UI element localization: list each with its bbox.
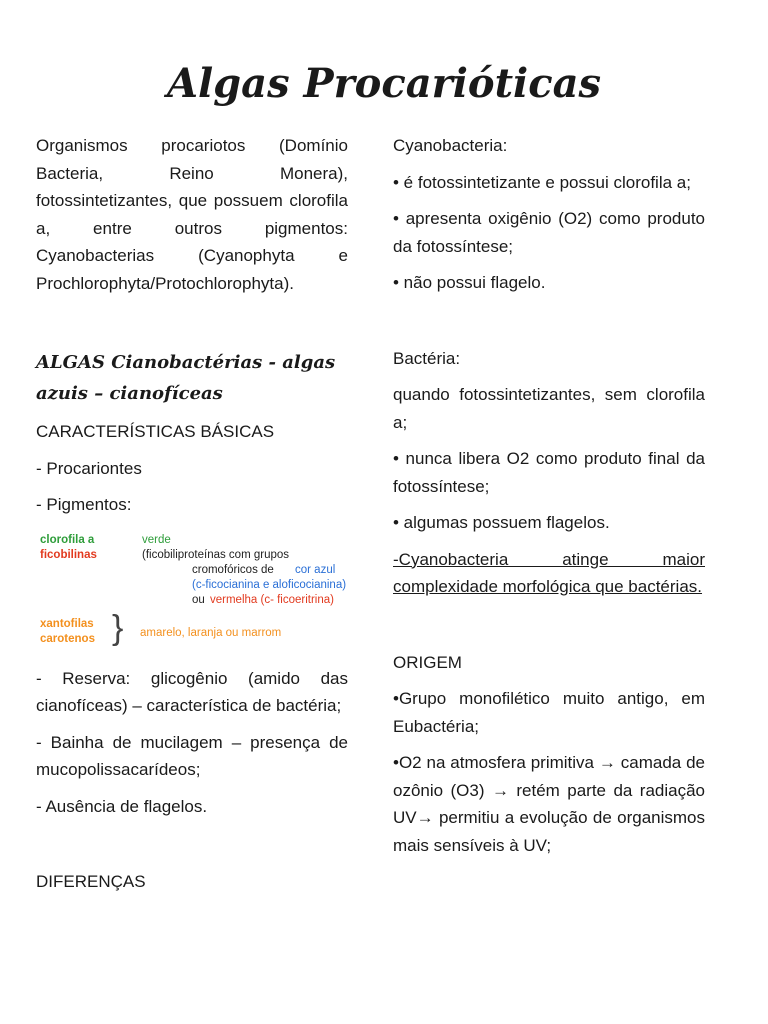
pigment-verde: verde <box>142 533 171 546</box>
pigment-ficobilinas: ficobilinas <box>40 548 97 561</box>
cyano-item-1: • é fotossintetizante e possui clorofila a; <box>393 172 691 192</box>
brace-symbol: } <box>112 608 124 647</box>
pigment-ou: ou <box>192 593 205 606</box>
comparison-note: -Cyanobacteria atinge maior complexidade morfológica que bactérias. <box>393 549 705 596</box>
item-bainha: - Bainha de mucilagem – presença de mucopolissacarídeos; <box>36 732 348 779</box>
item-reserva: - Reserva: glicogênio (amido das cianofíceas) – característica de bactéria; <box>36 668 348 715</box>
cyano-item-3: • não possui flagelo. <box>393 273 546 292</box>
differences-title: DIFERENÇAS <box>36 872 146 891</box>
origin-item-1: •Grupo monofilético muito antigo, em Eubactéria; <box>393 689 705 736</box>
origin-item-2: •O2 na atmosfera primitiva → camada de ozônio (O3) → retém parte da radiação UV→ permitiu a evolução de organismos mais sensíveis à UV; <box>393 753 705 855</box>
pigment-ficobili-line2: cromofóricos de <box>192 563 274 576</box>
pigments-figure <box>36 531 348 657</box>
basics-title: CARACTERÍSTICAS BÁSICAS <box>36 422 275 441</box>
pigment-vermelha: vermelha (c- ficoeritrina) <box>210 593 334 606</box>
pigment-carotenos: carotenos <box>40 632 95 645</box>
pigment-ficobili-line1: (ficobiliproteínas com grupos <box>142 548 290 561</box>
bacteria-item-3: • algumas possuem flagelos. <box>393 513 610 532</box>
pigment-ficocianina: (c-ficocianina e aloficocianina) <box>192 578 347 591</box>
item-ausencia: - Ausência de flagelos. <box>36 796 208 816</box>
item-procariontes: - Procariontes <box>36 458 142 478</box>
page-title: Algas Procarióticas <box>166 60 602 107</box>
cyano-item-2: • apresenta oxigênio (O2) como produto da fotossíntese; <box>393 209 705 256</box>
pigment-xantofilas: xantofilas <box>40 617 94 630</box>
bacteria-title: Bactéria: <box>393 348 461 368</box>
bacteria-item-2: • nunca libera O2 como produto final da fotossíntese; <box>393 449 705 496</box>
pigment-amarelo: amarelo, laranja ou marrom <box>140 626 282 639</box>
origin-title: ORIGEM <box>393 652 462 672</box>
bacteria-item-1: quando fotossintetizantes, sem clorofila a; <box>393 385 705 432</box>
section-heading-cianobacterias: ALGAS Cianobactérias - algas azuis – cianofíceas <box>36 352 336 404</box>
cyano-title: Cyanobacteria: <box>393 136 508 155</box>
pigment-clorofila: clorofila a <box>40 533 95 546</box>
left-column <box>36 132 348 896</box>
intro-paragraph: Organismos procariotos (Domínio Bacteria, Reino Monera), fotossintetizantes, que possuem clorofila a, entre outros pigmentos: Cyanobacterias (Cyanophyta e Prochlorophyta/Protochlorophyta). <box>36 136 348 293</box>
item-pigmentos: - Pigmentos: <box>36 495 132 514</box>
right-column <box>393 132 705 859</box>
pigment-cor-azul: cor azul <box>295 563 336 576</box>
